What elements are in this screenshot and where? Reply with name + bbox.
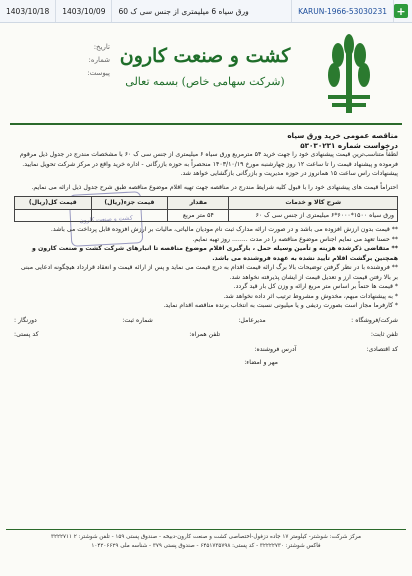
note-item: ** فروشنده با در نظر گرفتن توضیحات بالا برگ ارائه قیمت اقدام به درج قیمت می نماید و پس از ارائه قیمت و انعقاد قرارداد هیچگونه ادعایی مبنی بر بالا رفتن قیمت ارز و تعدیل قیمت از ایشان پذیرفته نخواهد شد.	[20, 264, 398, 281]
note-item: ** متقاضی ذکرشده هزینه و تأمین وسیله حمل ، بارگیری اقلام موضوع مناقصه تا انبارهای شرکت کشت و صنعت کارون و همچنین برگشت اقلام تأیید نشده به عهده فروشنده می باشد.	[31, 245, 398, 262]
company-type: (شرکت سهامی خاص)	[181, 75, 285, 88]
signature-row-3	[14, 345, 398, 355]
company-subtitle	[110, 75, 300, 88]
table-row	[15, 209, 398, 222]
request-number: درخواست شماره ۵۳۰۳۰۲۳۱	[300, 140, 398, 150]
table-header-row	[15, 197, 398, 210]
meta-number-label: شماره:	[88, 56, 110, 64]
wheat-logo-icon	[308, 33, 390, 121]
registration-label: شماره ثبت:	[122, 316, 153, 324]
item-quantity: ۵۴ متر مربع	[168, 209, 229, 222]
signature-row-1	[14, 316, 398, 326]
company-stamp: کشت و صنعت کارون	[69, 191, 144, 247]
note-item: * قیمت ها حتماً بر اساس متر مربع ارائه و وزن کل بار قید گردد.	[233, 283, 398, 290]
note-item: ** قیمت بدون ارزش افزوده می باشد و در صورت ارائه مدارک ثبت نام مودیان مالیاتی، مالیات بر ارزش افزوده قابل پرداخت می باشد.	[50, 226, 398, 233]
tender-body	[14, 131, 398, 368]
item-total-price[interactable]	[15, 209, 92, 222]
signature-row-2	[14, 330, 398, 340]
col-description: شرح کالا و خدمات	[229, 197, 398, 210]
fax-label: دورنگار :	[14, 316, 37, 324]
note-item: * کارفرما مجاز است بصورت ردیفی و یا میلیونی نسبت به انتخاب برنده مناقصه اقدام نماید.	[163, 302, 398, 309]
note-item: ** حسنا تعهد می نمایم اجناس موضوع مناقصه را در مدت ........ روز تهیه نمایم.	[192, 235, 398, 243]
ceo-label: مدیرعامل:	[238, 316, 266, 324]
date-cell-2: 1403/10/18	[0, 0, 56, 22]
seller-address-label: آدرس فروشنده:	[254, 345, 297, 353]
phone-label: تلفن ثابت:	[370, 331, 398, 338]
plus-icon[interactable]: +	[394, 4, 408, 18]
document-topbar	[0, 0, 412, 23]
bismillah-text: بسمه تعالی	[125, 75, 179, 88]
postal-code-label: کد پستی:	[14, 331, 39, 338]
item-description: ورق سیاه ۱۵۰۰*۶۰۰۰*۶ میلیمتری از جنس سی ک ۶۰	[229, 209, 398, 222]
subject-cell: ورق سیاه 6 میلیمتری از جنس سی ک 60	[112, 0, 292, 22]
item-unit-price[interactable]	[91, 209, 168, 222]
meta-attachment-label: پیوست:	[87, 69, 110, 77]
tender-heading: مناقصه عمومی خرید ورق سیاه	[287, 131, 398, 140]
date-cell-1: 1403/10/09	[56, 0, 112, 22]
tender-intro-2: احتراماً قیمت های پیشنهادی خود را با قبول کلیه شرایط مندرج در مناقصه جهت تهیه اقلام موضوع مناقصه طبق شرح جدول ذیل ارائه می نمایم.	[31, 183, 398, 191]
header-rule	[10, 123, 402, 125]
items-table	[14, 196, 398, 222]
letter-meta	[30, 41, 110, 80]
footer-line-2: فاکس شوشتر: ۳۲۲۲۲۷۳۰ - کد پستی: ۶۴۵۱۷۳۵۷۹۸ - صندوق پستی ۳۷۹ - شناسه ملی ۱۰۴۲۰۶۶۲۹	[91, 542, 321, 549]
mobile-label: تلفن همراه:	[189, 331, 221, 338]
note-item: * به پیشنهادات مبهم، مخدوش و مشروط ترتیب اثر داده نخواهد شد.	[223, 292, 398, 300]
company-title: کشت و صنعت کارون	[119, 45, 291, 67]
footer-line-1: مرکز شرکت: شوشتر- کیلومتر ۱۷ جاده دزفول-اختصاصی کشت و صنعت کارون-دبیخه - صندوق پستی ۱۵۹ - تلفن شوشتر: ۲ ۳۲۲۲۷۱۱	[50, 534, 362, 540]
economic-code-label: کد اقتصادی:	[366, 345, 398, 353]
seal-signature-label: مهر و امضاء:	[244, 359, 278, 366]
notes-list	[14, 225, 398, 311]
col-unit-price: قیمت جزء(ریال)	[91, 197, 168, 210]
col-total-price: قیمت کل(ریال)	[15, 197, 92, 210]
meta-date-label: تاریخ:	[93, 43, 110, 51]
letter-footer	[6, 529, 406, 550]
seller-label: شرکت/فروشگاه :	[351, 316, 398, 324]
tender-intro: لطفاً متناسب‌ترین قیمت پیشنهادی خود را جهت خرید ۵۴ مترمربع ورق سیاه ۶ میلیمتری از جنس سی ک ۶۰ با مشخصات مندرج در جدول ذیل مرقوم فرموده و پیشنهاد قیمت را تا ساعت ۱۲ روز چهارشنبه مورخ ۱۴۰۳/۱۰/۱۹ منحصراً به حوزه بازرگانی - اداره خرید واقع در مرکز شرکت تحویل نمایید. پیشنهادات راس ساعت ۱۵ همانروز در حوزه مدیریت و بازرگانی بازگشایی خواهد شد.	[19, 151, 398, 177]
col-quantity: مقدار	[168, 197, 229, 210]
letterhead	[30, 31, 390, 123]
document-page	[0, 23, 412, 576]
tender-code[interactable]: KARUN-1966-53030231	[292, 0, 394, 22]
